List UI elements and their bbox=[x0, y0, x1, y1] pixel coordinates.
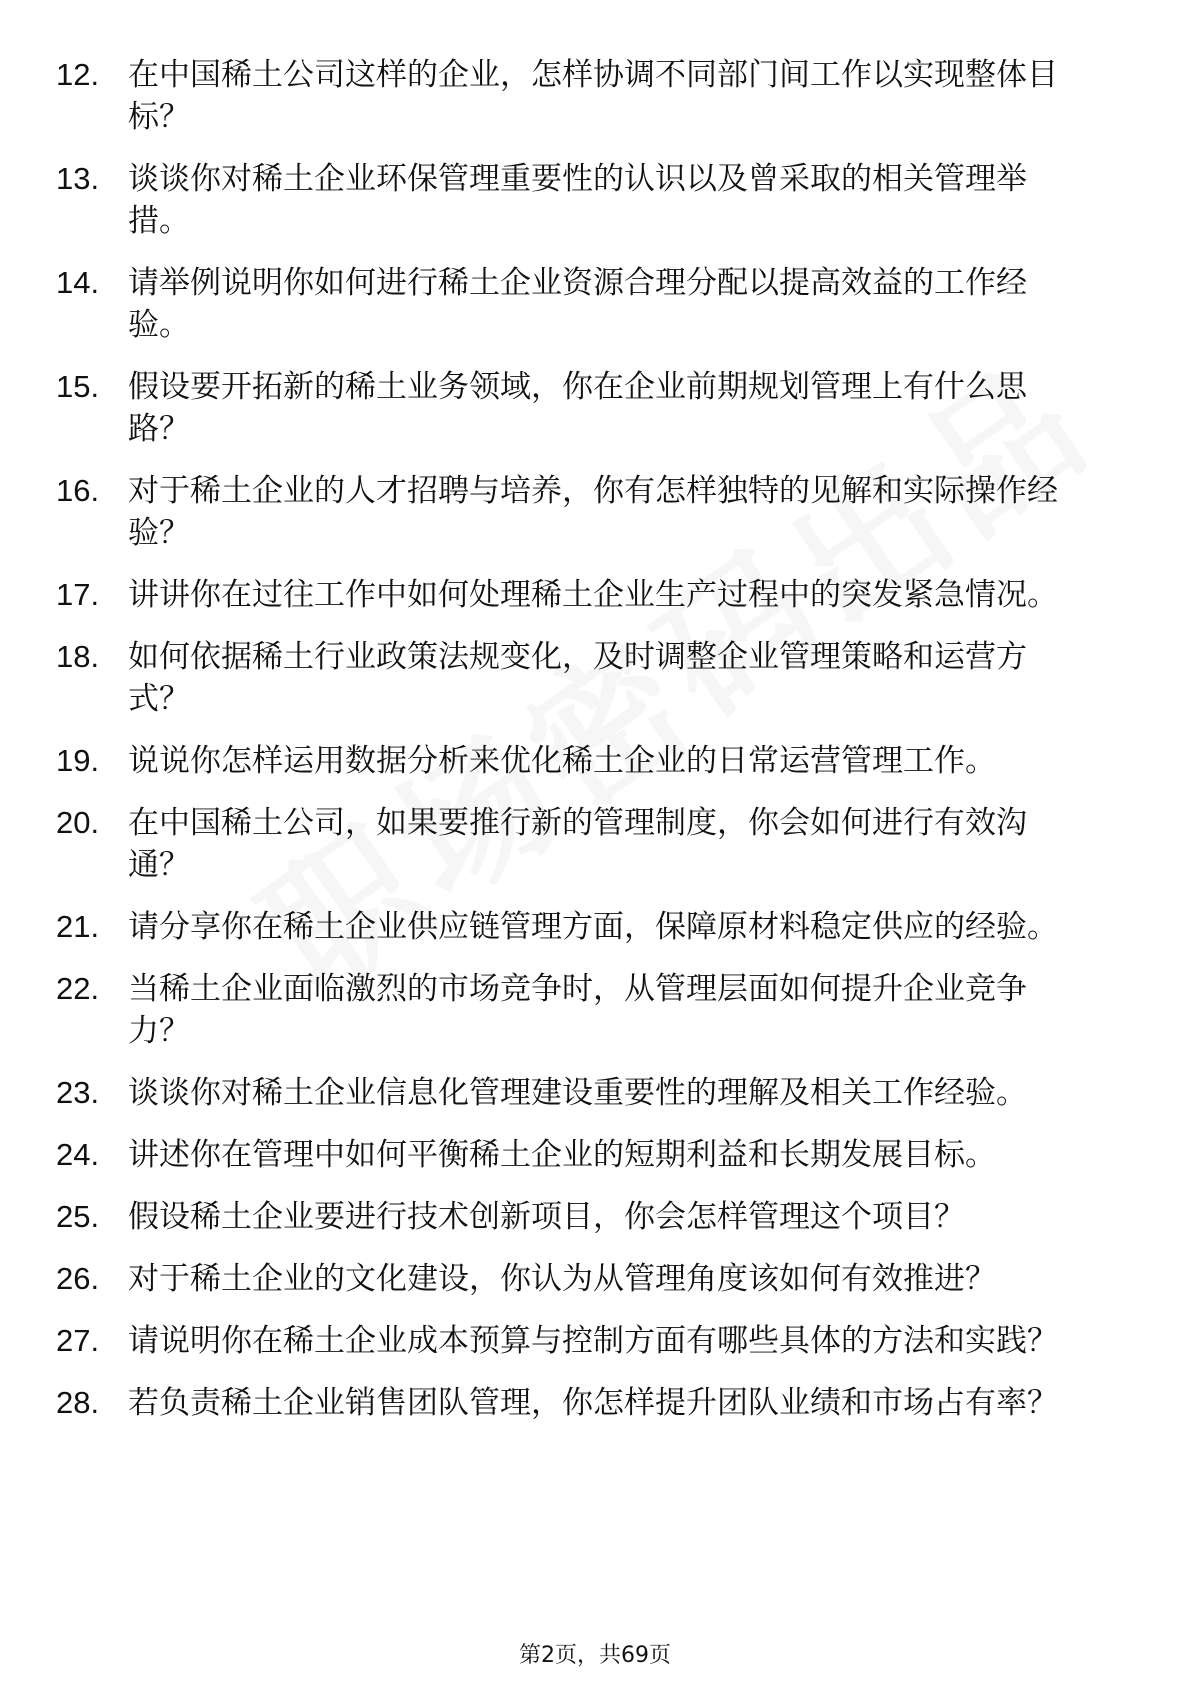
question-item bbox=[56, 1320, 1116, 1362]
question-number: 18. bbox=[56, 639, 100, 674]
question-number: 21. bbox=[56, 909, 100, 944]
question-text: 在中国稀土公司这样的企业，怎样协调不同部门间工作以实现整体目标？ bbox=[128, 57, 1058, 135]
question-item bbox=[56, 366, 1116, 450]
question-text: 当稀土企业面临激烈的市场竞争时，从管理层面如何提升企业竞争力？ bbox=[128, 971, 1027, 1049]
question-list bbox=[56, 54, 1116, 1444]
question-text: 讲述你在管理中如何平衡稀土企业的短期利益和长期发展目标。 bbox=[128, 1137, 996, 1173]
question-text: 若负责稀土企业销售团队管理，你怎样提升团队业绩和市场占有率？ bbox=[128, 1385, 1058, 1421]
question-item bbox=[56, 158, 1116, 242]
question-text: 谈谈你对稀土企业环保管理重要性的认识以及曾采取的相关管理举措。 bbox=[128, 161, 1027, 239]
question-number: 15. bbox=[56, 369, 100, 404]
question-number: 23. bbox=[56, 1075, 100, 1110]
question-item bbox=[56, 1072, 1116, 1114]
question-number: 14. bbox=[56, 265, 100, 300]
question-item bbox=[56, 1196, 1116, 1238]
question-text: 对于稀土企业的人才招聘与培养，你有怎样独特的见解和实际操作经验？ bbox=[128, 473, 1058, 551]
question-number: 17. bbox=[56, 577, 100, 612]
question-text: 谈谈你对稀土企业信息化管理建设重要性的理解及相关工作经验。 bbox=[128, 1075, 1027, 1111]
question-number: 19. bbox=[56, 743, 100, 778]
question-item bbox=[56, 968, 1116, 1052]
question-number: 27. bbox=[56, 1323, 100, 1358]
question-item bbox=[56, 1134, 1116, 1176]
question-text: 如何依据稀土行业政策法规变化，及时调整企业管理策略和运营方式？ bbox=[128, 639, 1027, 717]
question-item bbox=[56, 574, 1116, 616]
question-number: 24. bbox=[56, 1137, 100, 1172]
question-text: 假设要开拓新的稀土业务领域，你在企业前期规划管理上有什么思路？ bbox=[128, 369, 1027, 447]
question-number: 12. bbox=[56, 57, 100, 92]
question-number: 22. bbox=[56, 971, 100, 1006]
question-item bbox=[56, 1382, 1116, 1424]
question-text: 请说明你在稀土企业成本预算与控制方面有哪些具体的方法和实践？ bbox=[128, 1323, 1058, 1359]
question-number: 26. bbox=[56, 1261, 100, 1296]
question-text: 请举例说明你如何进行稀土企业资源合理分配以提高效益的工作经验。 bbox=[128, 265, 1027, 343]
question-text: 对于稀土企业的文化建设，你认为从管理角度该如何有效推进？ bbox=[128, 1261, 996, 1297]
question-text: 请分享你在稀土企业供应链管理方面，保障原材料稳定供应的经验。 bbox=[128, 909, 1058, 945]
question-item bbox=[56, 802, 1116, 886]
question-text: 假设稀土企业要进行技术创新项目，你会怎样管理这个项目？ bbox=[128, 1199, 965, 1235]
question-text: 讲讲你在过往工作中如何处理稀土企业生产过程中的突发紧急情况。 bbox=[128, 577, 1058, 613]
question-item bbox=[56, 906, 1116, 948]
question-text: 在中国稀土公司，如果要推行新的管理制度，你会如何进行有效沟通？ bbox=[128, 805, 1027, 883]
question-number: 20. bbox=[56, 805, 100, 840]
question-text: 说说你怎样运用数据分析来优化稀土企业的日常运营管理工作。 bbox=[128, 743, 996, 779]
question-item bbox=[56, 1258, 1116, 1300]
question-item bbox=[56, 262, 1116, 346]
question-item bbox=[56, 54, 1116, 138]
question-item bbox=[56, 470, 1116, 554]
question-number: 28. bbox=[56, 1385, 100, 1420]
question-number: 25. bbox=[56, 1199, 100, 1234]
question-number: 16. bbox=[56, 473, 100, 508]
page-footer: 第2页，共69页 bbox=[519, 1643, 671, 1668]
question-number: 13. bbox=[56, 161, 100, 196]
question-item bbox=[56, 636, 1116, 720]
question-item bbox=[56, 740, 1116, 782]
